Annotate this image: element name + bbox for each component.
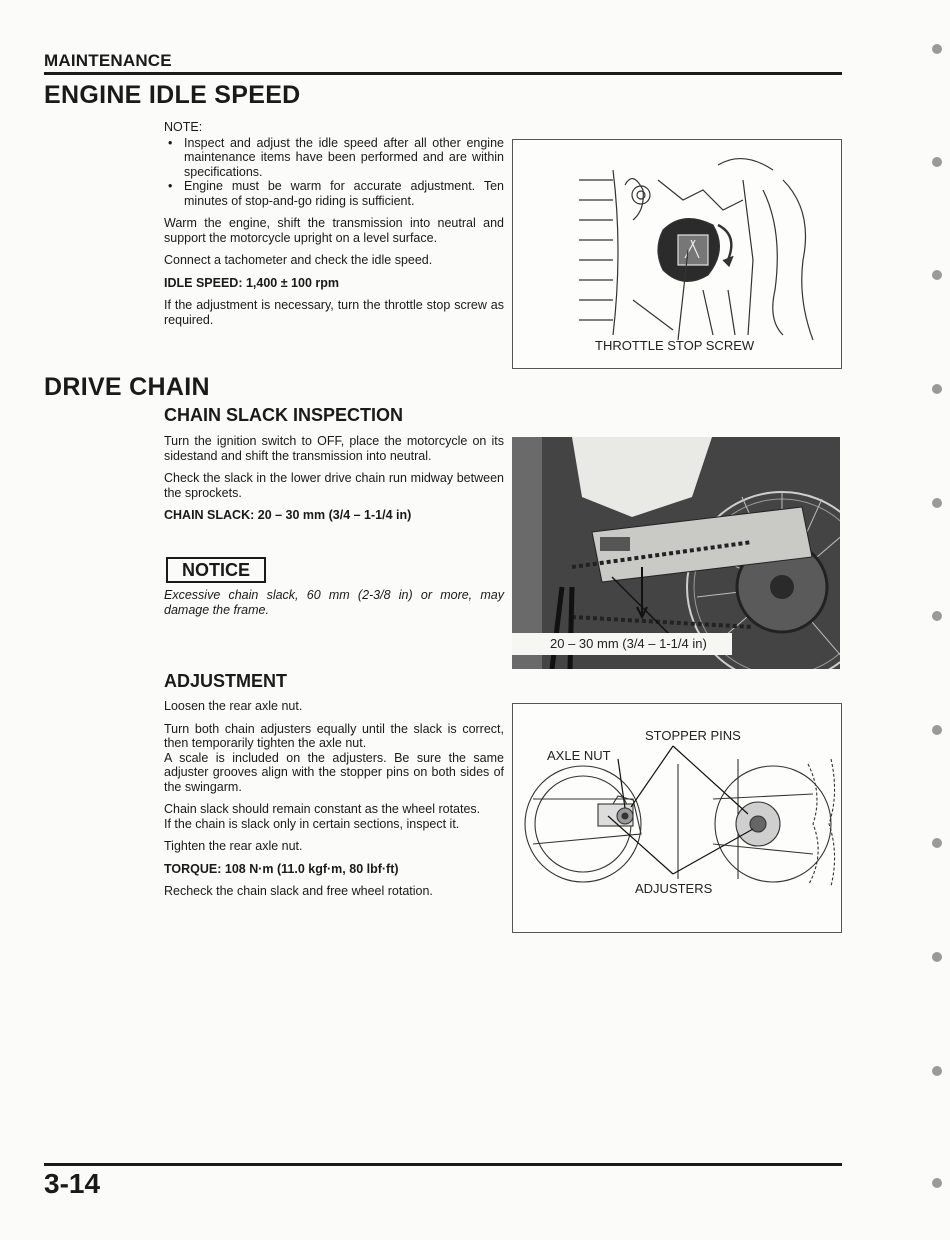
- binder-hole: [932, 157, 942, 167]
- paragraph: Chain slack should remain constant as the wheel rotates.: [164, 802, 481, 816]
- binder-hole: [932, 611, 942, 621]
- chain-slack-caption: 20 – 30 mm (3/4 – 1-1/4 in): [550, 636, 707, 651]
- idle-speed-text: [164, 120, 504, 327]
- paragraph: A scale is included on the adjusters. Be sure the same adjuster grooves align with the stopper pins on both sides of the swingarm.: [164, 750, 504, 794]
- paragraph: Loosen the rear axle nut.: [164, 699, 303, 713]
- binder-hole: [932, 270, 942, 280]
- paragraph: If the chain is slack only in certain sections, inspect it.: [164, 816, 460, 831]
- axle-nut-label: AXLE NUT: [547, 748, 611, 763]
- paragraph: Turn both chain adjusters equally until the slack is correct, then temporarily tighten the axle nut.: [164, 721, 504, 750]
- stopper-pins-label: STOPPER PINS: [645, 728, 741, 743]
- torque-spec: TORQUE: 108 N·m (11.0 kgf·m, 80 lbf·ft): [164, 861, 399, 876]
- page-number: 3-14: [44, 1168, 101, 1199]
- paragraph: Recheck the chain slack and free wheel rotation.: [164, 884, 433, 898]
- chain-illustration: [512, 437, 840, 669]
- section-header: MAINTENANCE: [44, 51, 172, 70]
- paragraph: Turn the ignition switch to OFF, place the motorcycle on its sidestand and shift the transmission into neutral.: [164, 434, 504, 463]
- binder-hole: [932, 498, 942, 508]
- notice-text: Excessive chain slack, 60 mm (2-3/8 in) or more, may damage the frame.: [164, 588, 504, 617]
- throttle-illustration: [513, 140, 841, 368]
- idle-speed-spec: IDLE SPEED: 1,400 ± 100 rpm: [164, 275, 339, 290]
- adjustment-title: ADJUSTMENT: [164, 671, 288, 691]
- paragraph: Warm the engine, shift the transmission into neutral and support the motorcycle upright on a level surface.: [164, 216, 504, 245]
- adjusters-label: ADJUSTERS: [635, 881, 713, 896]
- drive-chain-title: DRIVE CHAIN: [44, 373, 210, 401]
- adjusters-figure: [512, 703, 842, 933]
- chain-inspection-title: CHAIN SLACK INSPECTION: [164, 405, 404, 425]
- notice-block: [166, 557, 266, 583]
- binder-hole: [932, 1178, 942, 1188]
- paragraph: If the adjustment is necessary, turn the throttle stop screw as required.: [164, 298, 504, 327]
- binder-hole: [932, 44, 942, 54]
- binder-hole: [932, 1066, 942, 1076]
- throttle-figure: [512, 139, 842, 369]
- note-list: [164, 136, 504, 209]
- binder-hole: [932, 725, 942, 735]
- chain-inspection-text: [164, 434, 504, 523]
- note-label: NOTE:: [164, 120, 203, 134]
- note-item: • Engine must be warm for accurate adjustment. Ten minutes of stop-and-go riding is sufficient.: [164, 179, 504, 208]
- chain-slack-spec: CHAIN SLACK: 20 – 30 mm (3/4 – 1-1/4 in): [164, 508, 412, 522]
- paragraph: Tighten the rear axle nut.: [164, 839, 303, 853]
- note-item: • Inspect and adjust the idle speed after all other engine maintenance items have been performed and are within specifications.: [164, 136, 504, 180]
- paragraph: Check the slack in the lower drive chain run midway between the sprockets.: [164, 471, 504, 500]
- throttle-caption: THROTTLE STOP SCREW: [595, 338, 755, 353]
- idle-speed-title: ENGINE IDLE SPEED: [44, 81, 301, 109]
- header-rule: [44, 72, 842, 75]
- chain-photo: [512, 437, 840, 669]
- paragraph: Connect a tachometer and check the idle speed.: [164, 253, 433, 267]
- footer-rule: [44, 1163, 842, 1166]
- binder-hole: [932, 838, 942, 848]
- binder-hole: [932, 384, 942, 394]
- notice-label: NOTICE: [166, 557, 266, 583]
- adjustment-text: [164, 699, 504, 899]
- binder-hole: [932, 952, 942, 962]
